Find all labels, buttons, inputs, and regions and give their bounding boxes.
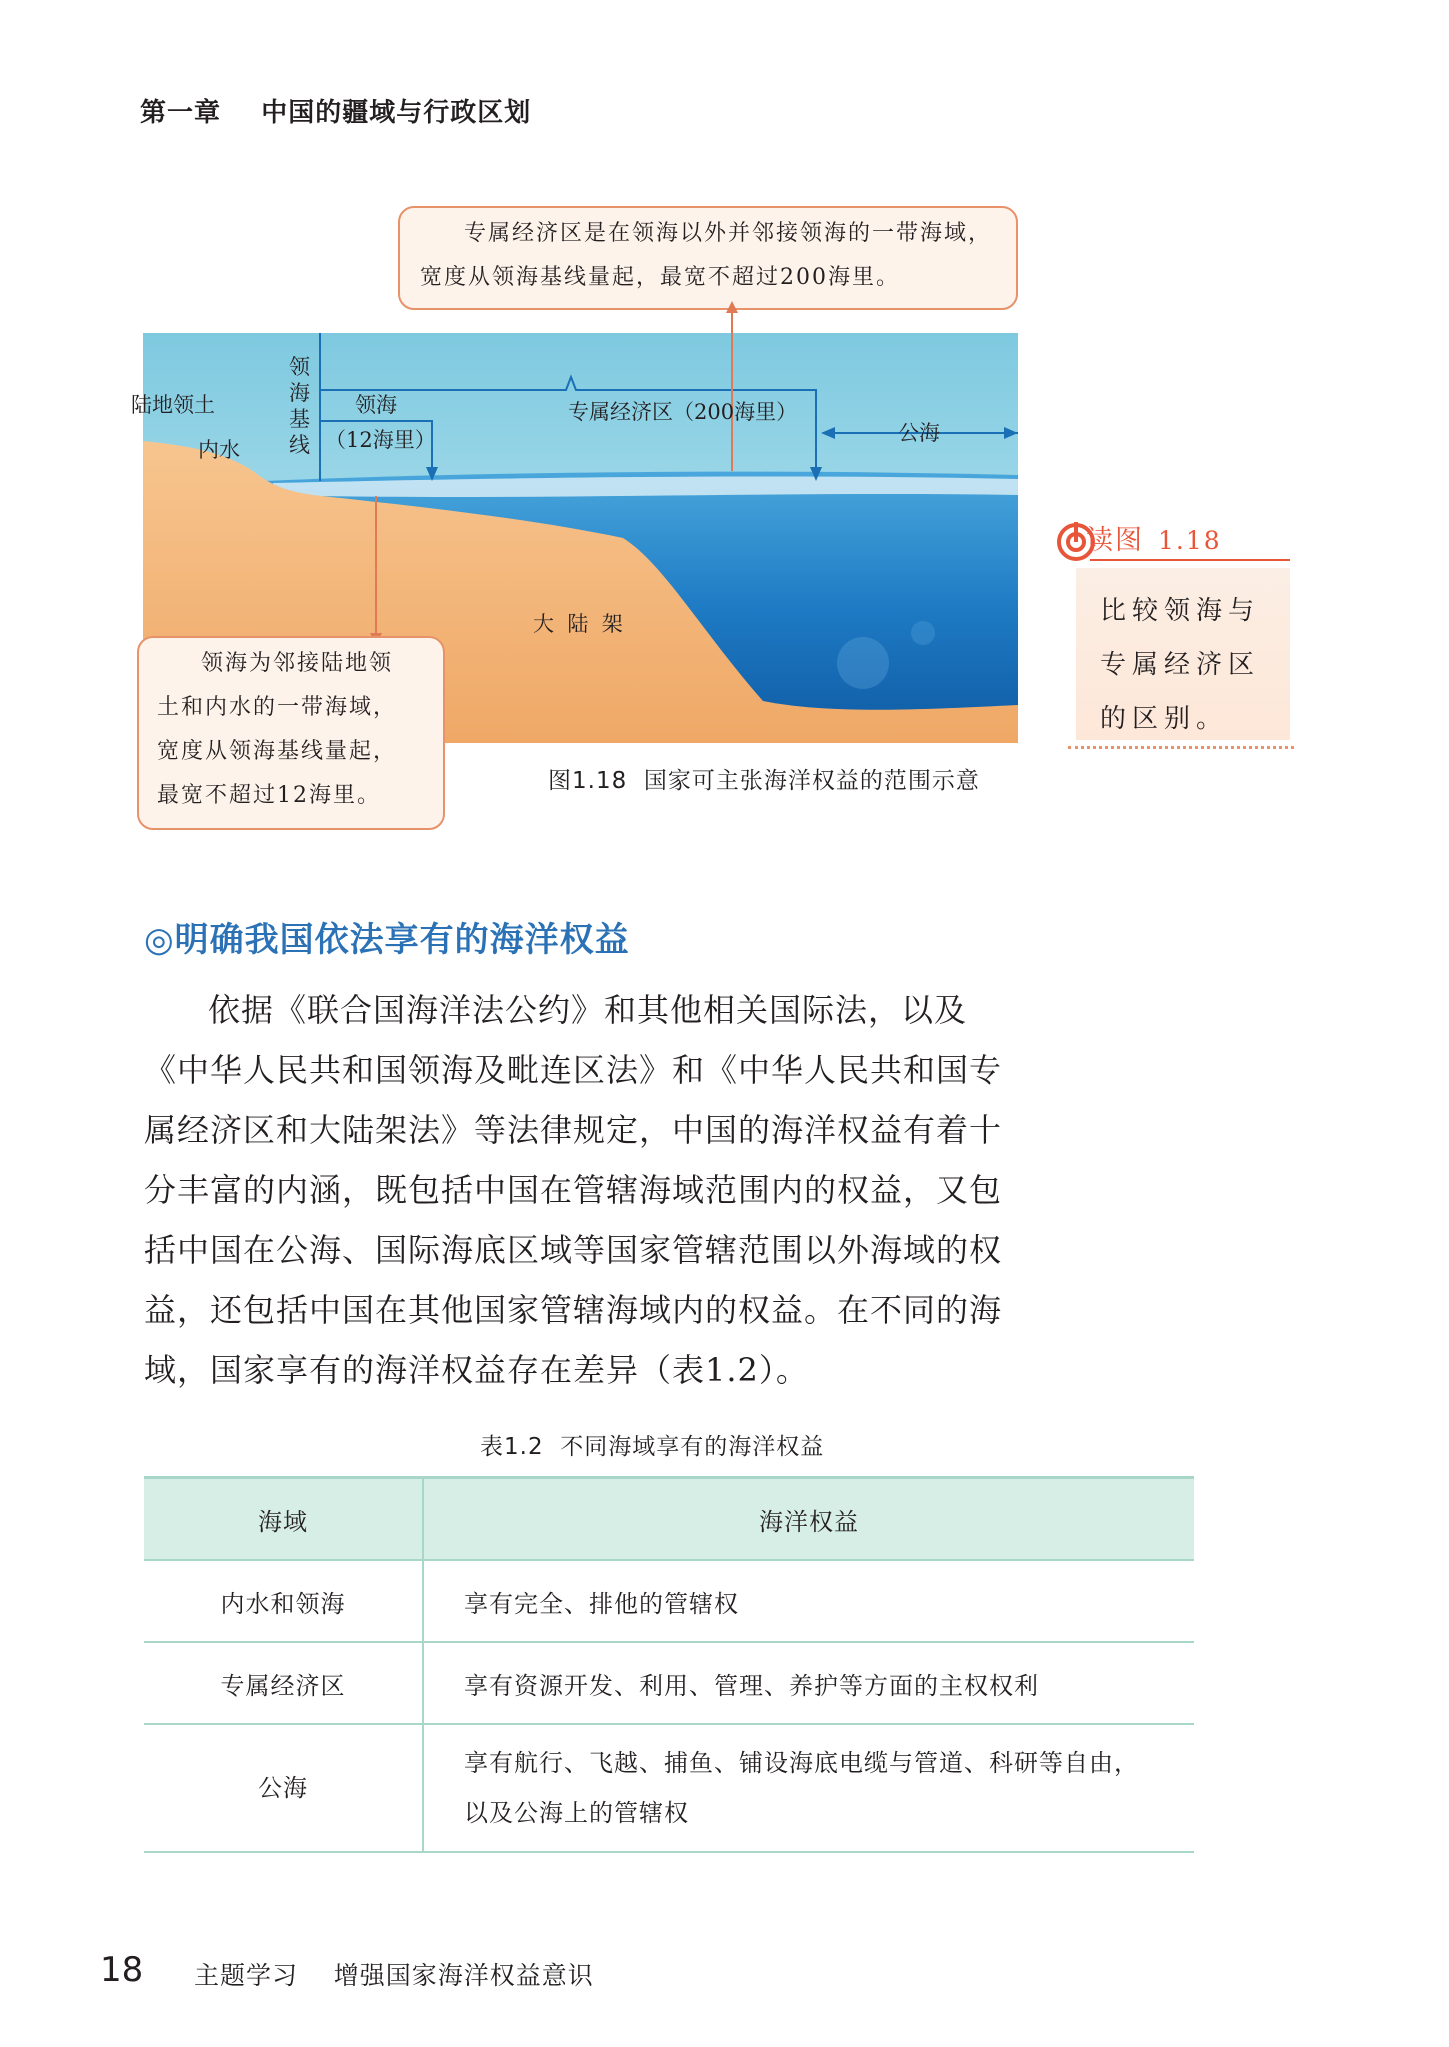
continental-shelf-label: 大 陆 架 xyxy=(533,612,623,636)
territorial-sea-line-1: 领海为邻接陆地领 xyxy=(201,651,394,676)
territorial-sea-definition-callout xyxy=(137,636,445,830)
read-figure-title xyxy=(1086,518,1222,557)
baseline-char-3: 基 xyxy=(289,407,310,431)
table-header-row xyxy=(144,1478,1194,1561)
rights-cell: 享有资源开发、利用、管理、养护等方面的主权权利 xyxy=(423,1642,1194,1724)
read-figure-number: 1.18 xyxy=(1158,526,1222,555)
territorial-sea-line-2: 土和内水的一带海域， xyxy=(157,695,398,720)
table-row xyxy=(144,1724,1194,1852)
eez-definition-text: 专属经济区是在领海以外并邻接领海的一带海域，宽度从领海基线量起，最宽不超过200海里。 xyxy=(420,221,993,290)
read-figure-line-2: 专属经济区 xyxy=(1100,650,1261,680)
table-caption: 表1.2 不同海域享有的海洋权益 xyxy=(480,1434,825,1460)
body-paragraph: 依据《联合国海洋法公约》和其他相关国际法，以及《中华人民共和国领海及毗连区法》和《中华人民共和国专属经济区和大陆架法》等法律规定，中国的海洋权益有着十分丰富的内涵，既包括中国在管辖海域范围内的权益，又包括中国在公海、国际海底区域等国家管辖范围以外海域的权益，还包括中国在其他国家管辖海域内的权益。在不同的海域，国家享有的海洋权益存在差异（表1.2）。 xyxy=(144,991,1003,1389)
table-row xyxy=(144,1560,1194,1642)
land-territory-label: 陆地领土 xyxy=(131,393,215,417)
body-text xyxy=(144,980,1024,1400)
territorial-sea-line-3: 宽度从领海基线量起， xyxy=(157,739,398,764)
read-figure-body xyxy=(1076,568,1290,740)
high-seas-label: 公海 xyxy=(898,421,940,445)
baseline-char-1: 领 xyxy=(289,355,310,379)
rights-line-2: 以及公海上的管辖权 xyxy=(464,1799,689,1827)
territorial-sea-label: 领海 xyxy=(355,393,397,417)
read-figure-line-1: 比较领海与 xyxy=(1100,596,1261,626)
section-title: ◎明确我国依法享有的海洋权益 xyxy=(144,920,630,960)
read-figure-line-3: 的区别。 xyxy=(1100,704,1229,734)
baseline-char-4: 线 xyxy=(289,433,310,457)
column-header-rights: 海洋权益 xyxy=(423,1478,1194,1561)
area-cell: 内水和领海 xyxy=(144,1560,423,1642)
figure-caption: 图1.18 国家可主张海洋权益的范围示意 xyxy=(548,768,980,794)
eez-label: 专属经济区（200海里） xyxy=(568,400,798,424)
rights-line-1: 享有航行、飞越、捕鱼、铺设海底电缆与管道、科研等自由， xyxy=(464,1749,1139,1777)
area-cell: 专属经济区 xyxy=(144,1642,423,1724)
eez-definition-callout xyxy=(398,206,1018,310)
table-row xyxy=(144,1642,1194,1724)
page-number: 18 xyxy=(100,1950,144,1990)
read-figure-label: 读图 xyxy=(1086,525,1144,556)
rights-cell xyxy=(423,1724,1194,1852)
internal-waters-label: 内水 xyxy=(198,438,240,462)
area-cell: 公海 xyxy=(144,1724,423,1852)
chapter-header: 第一章 中国的疆域与行政区划 xyxy=(140,98,532,128)
maritime-rights-table xyxy=(144,1476,1194,1853)
footer-text: 主题学习 增强国家海洋权益意识 xyxy=(194,1961,594,1990)
territorial-sea-line-4: 最宽不超过12海里。 xyxy=(157,783,381,808)
territorial-sea-width-label: （12海里） xyxy=(325,428,436,452)
read-figure-dotted-rule xyxy=(1068,746,1294,749)
read-figure-rule xyxy=(1090,559,1290,561)
rights-cell: 享有完全、排他的管辖权 xyxy=(423,1560,1194,1642)
column-header-area: 海域 xyxy=(144,1478,423,1561)
baseline-char-2: 海 xyxy=(289,381,310,405)
